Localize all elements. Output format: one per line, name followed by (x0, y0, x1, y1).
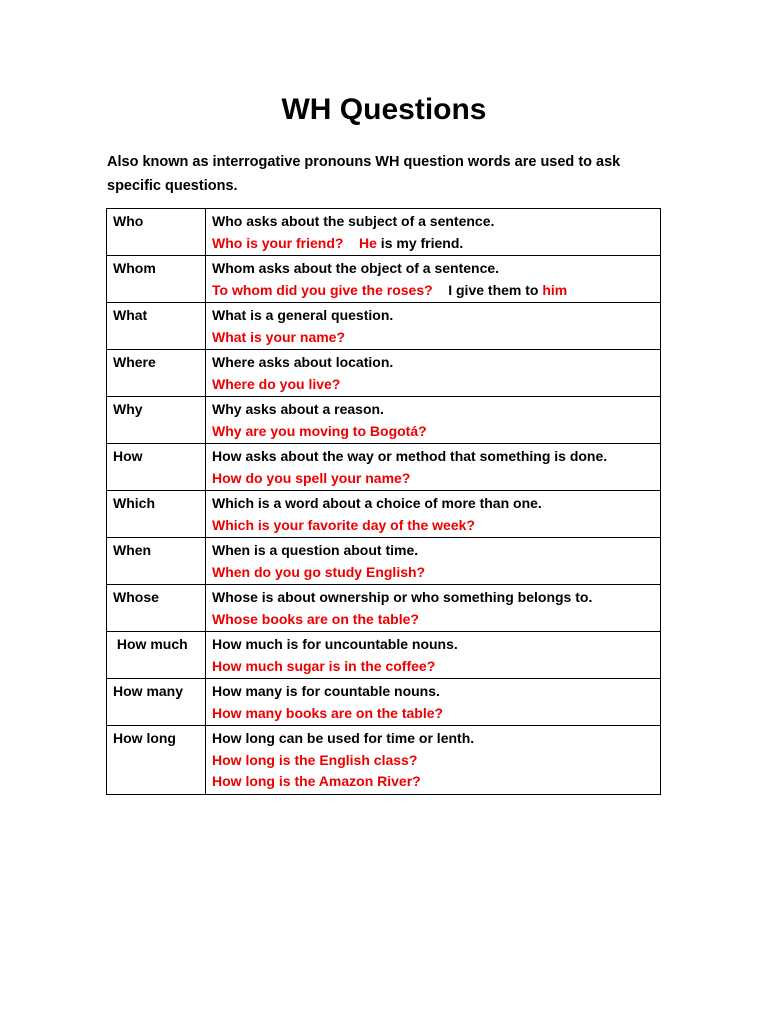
example-line (212, 280, 654, 302)
question-word: How many (107, 679, 206, 726)
explanation-cell (206, 303, 661, 350)
explanation-cell (206, 397, 661, 444)
explanation-cell (206, 726, 661, 795)
explanation-cell (206, 585, 661, 632)
question-word: Why (107, 397, 206, 444)
example-question: Whose books are on the table? (212, 610, 419, 627)
table-row-what (107, 303, 661, 350)
description: Who asks about the subject of a sentence. (212, 213, 495, 229)
table-row-who (107, 209, 661, 256)
explanation-cell (206, 491, 661, 538)
table-row-how-many (107, 679, 661, 726)
description: How long can be used for time or lenth. (212, 730, 475, 746)
explanation-cell (206, 632, 661, 679)
example-answer-text: I give them to (448, 281, 543, 298)
description: Where asks about location. (212, 354, 394, 370)
example-question: How many books are on the table? (212, 704, 444, 721)
explanation-cell (206, 209, 661, 256)
table-row-when (107, 538, 661, 585)
question-word: How (107, 444, 206, 491)
example-question: To whom did you give the roses? (212, 281, 433, 298)
table-row-how-long (107, 726, 661, 795)
question-word-text: How much (116, 636, 188, 652)
table-row-why (107, 397, 661, 444)
table-row-which (107, 491, 661, 538)
explanation-cell (206, 538, 661, 585)
question-word: Whose (107, 585, 206, 632)
description: Why asks about a reason. (212, 401, 384, 417)
example-question: How much sugar is in the coffee? (212, 657, 436, 674)
description: Which is a word about a choice of more than one. (212, 495, 542, 511)
description: How asks about the way or method that something is done. (212, 448, 608, 464)
example-answer-highlight: He (359, 234, 377, 251)
description: Whose is about ownership or who something belongs to. (212, 589, 593, 605)
table-row-where (107, 350, 661, 397)
example-question: Which is your favorite day of the week? (212, 516, 475, 533)
example-question: Where do you live? (212, 375, 341, 392)
question-word (107, 632, 206, 679)
example-question: How do you spell your name? (212, 469, 411, 486)
example-question: What is your name? (212, 328, 346, 345)
question-word: Whom (107, 256, 206, 303)
table-row-whom (107, 256, 661, 303)
question-word: Who (107, 209, 206, 256)
example-line (212, 233, 654, 255)
example-question: Why are you moving to Bogotá? (212, 422, 427, 439)
explanation-cell (206, 679, 661, 726)
question-word: How long (107, 726, 206, 795)
explanation-cell (206, 444, 661, 491)
example-answer-highlight: him (542, 281, 568, 298)
question-word: Where (107, 350, 206, 397)
description: How many is for countable nouns. (212, 683, 440, 699)
intro-paragraph: Also known as interrogative pronouns WH question words are used to ask specific questions. (107, 154, 621, 194)
question-word: Which (107, 491, 206, 538)
example-answer-text: is my friend. (376, 234, 464, 251)
description: Whom asks about the object of a sentence. (212, 260, 500, 276)
explanation-cell (206, 256, 661, 303)
example-question: How long is the English class? (212, 751, 418, 768)
wh-questions-table (106, 208, 661, 795)
question-word: What (107, 303, 206, 350)
table-row-whose (107, 585, 661, 632)
table-row-how (107, 444, 661, 491)
example-question: Who is your friend? (212, 234, 344, 251)
question-word: When (107, 538, 206, 585)
description: What is a general question. (212, 307, 394, 323)
example-question-2: How long is the Amazon River? (212, 773, 421, 789)
description: When is a question about time. (212, 542, 419, 558)
description: How much is for uncountable nouns. (212, 636, 458, 652)
page-title: WH Questions (281, 93, 487, 126)
example-question: When do you go study English? (212, 563, 426, 580)
explanation-cell (206, 350, 661, 397)
table-row-how-much (107, 632, 661, 679)
